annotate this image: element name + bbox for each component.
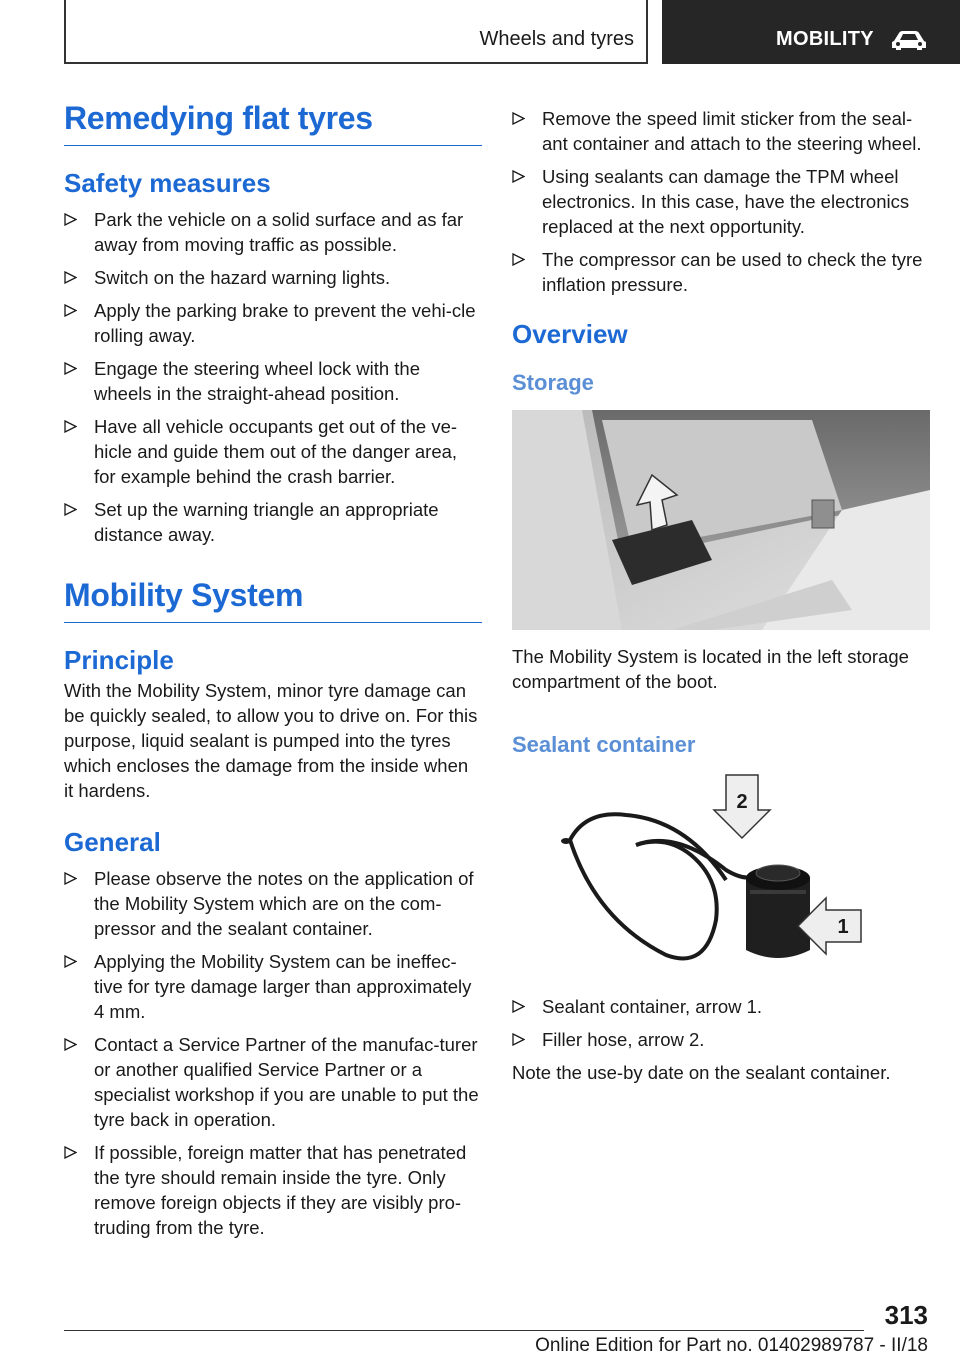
list-item: Engage the steering wheel lock with the wheels in the straight-ahead position. <box>64 356 482 406</box>
header-section-box <box>64 0 648 64</box>
list-item: Park the vehicle on a solid surface and as far away from moving traffic as possible. <box>64 207 482 257</box>
right-top-list <box>512 106 930 297</box>
general-heading: General <box>64 827 161 857</box>
overview-heading: Overview <box>512 319 628 349</box>
header-section-title: Wheels and tyres <box>479 28 634 50</box>
header-chapter-title: MOBILITY <box>776 28 874 50</box>
sealant-note: Note the use-by date on the sealant container. <box>512 1062 891 1083</box>
footer-divider <box>64 1330 864 1331</box>
list-item: Remove the speed limit sticker from the seal-ant container and attach to the steering wheel. <box>512 106 930 156</box>
triangle-bullet-icon <box>64 304 77 317</box>
list-item: Applying the Mobility System can be ineffec-tive for tyre damage larger than approximately 4 mm. <box>64 949 482 1024</box>
list-item: Using sealants can damage the TPM wheel electronics. In this case, have the electronics replaced at the next opportunity. <box>512 164 930 239</box>
car-icon <box>890 28 928 52</box>
storage-heading: Storage <box>512 370 594 395</box>
page-number: 313 <box>884 1300 928 1330</box>
mobility-system-title: Mobility System <box>64 577 482 623</box>
sealant-container-heading: Sealant container <box>512 732 696 757</box>
right-column <box>512 106 930 1085</box>
svg-text:2: 2 <box>736 791 748 813</box>
sealant-list <box>512 994 930 1052</box>
triangle-bullet-icon <box>64 271 77 284</box>
list-item: Have all vehicle occupants get out of the ve-hicle and guide them out of the danger area, for example behind the crash barrier. <box>64 414 482 489</box>
list-item: Please observe the notes on the application of the Mobility System which are on the com-pressor and the sealant container. <box>64 866 482 941</box>
triangle-bullet-icon <box>64 420 77 433</box>
list-item: Switch on the hazard warning lights. <box>64 265 482 290</box>
triangle-bullet-icon <box>64 1146 77 1159</box>
triangle-bullet-icon <box>512 112 525 125</box>
list-item: Set up the warning triangle an appropriate distance away. <box>64 497 482 547</box>
list-item: Apply the parking brake to prevent the vehi-cle rolling away. <box>64 298 482 348</box>
triangle-bullet-icon <box>64 1038 77 1051</box>
triangle-bullet-icon <box>512 170 525 183</box>
safety-measures-heading: Safety measures <box>64 168 271 198</box>
svg-text:1: 1 <box>837 916 849 938</box>
triangle-bullet-icon <box>64 955 77 968</box>
triangle-bullet-icon <box>64 503 77 516</box>
triangle-bullet-icon <box>64 872 77 885</box>
list-item: If possible, foreign matter that has penetrated the tyre should remain inside the tyre. Only remove foreign objects if they are visibly pro-truding from the tyre. <box>64 1140 482 1240</box>
list-item: Filler hose, arrow 2. <box>512 1027 930 1052</box>
boot-storage-photo <box>512 410 930 630</box>
triangle-bullet-icon <box>512 1000 525 1013</box>
storage-caption: The Mobility System is located in the left storage compartment of the boot. <box>512 646 909 692</box>
footer-edition-text: Online Edition for Part no. 01402989787 - II/18 <box>535 1335 928 1356</box>
triangle-bullet-icon <box>64 362 77 375</box>
safety-measures-list <box>64 207 482 547</box>
left-column <box>64 100 482 1248</box>
page-title: Remedying flat tyres <box>64 100 482 146</box>
triangle-bullet-icon <box>512 1033 525 1046</box>
principle-heading: Principle <box>64 645 174 675</box>
general-list <box>64 866 482 1240</box>
triangle-bullet-icon <box>64 213 77 226</box>
principle-text: With the Mobility System, minor tyre damage can be quickly sealed, to allow you to drive on. For this purpose, liquid sealant is pumped into the tyres which encloses the damage from the inside when it hardens. <box>64 680 478 801</box>
list-item: Contact a Service Partner of the manufac-turer or another qualified Service Partner or a specialist workshop if you are unable to put the tyre back in operation. <box>64 1032 482 1132</box>
header-chapter-box <box>662 0 960 64</box>
list-item: Sealant container, arrow 1. <box>512 994 930 1019</box>
list-item: The compressor can be used to check the tyre inflation pressure. <box>512 247 930 297</box>
triangle-bullet-icon <box>512 253 525 266</box>
sealant-container-illustration <box>556 770 866 980</box>
arrow-2-icon <box>714 775 770 838</box>
